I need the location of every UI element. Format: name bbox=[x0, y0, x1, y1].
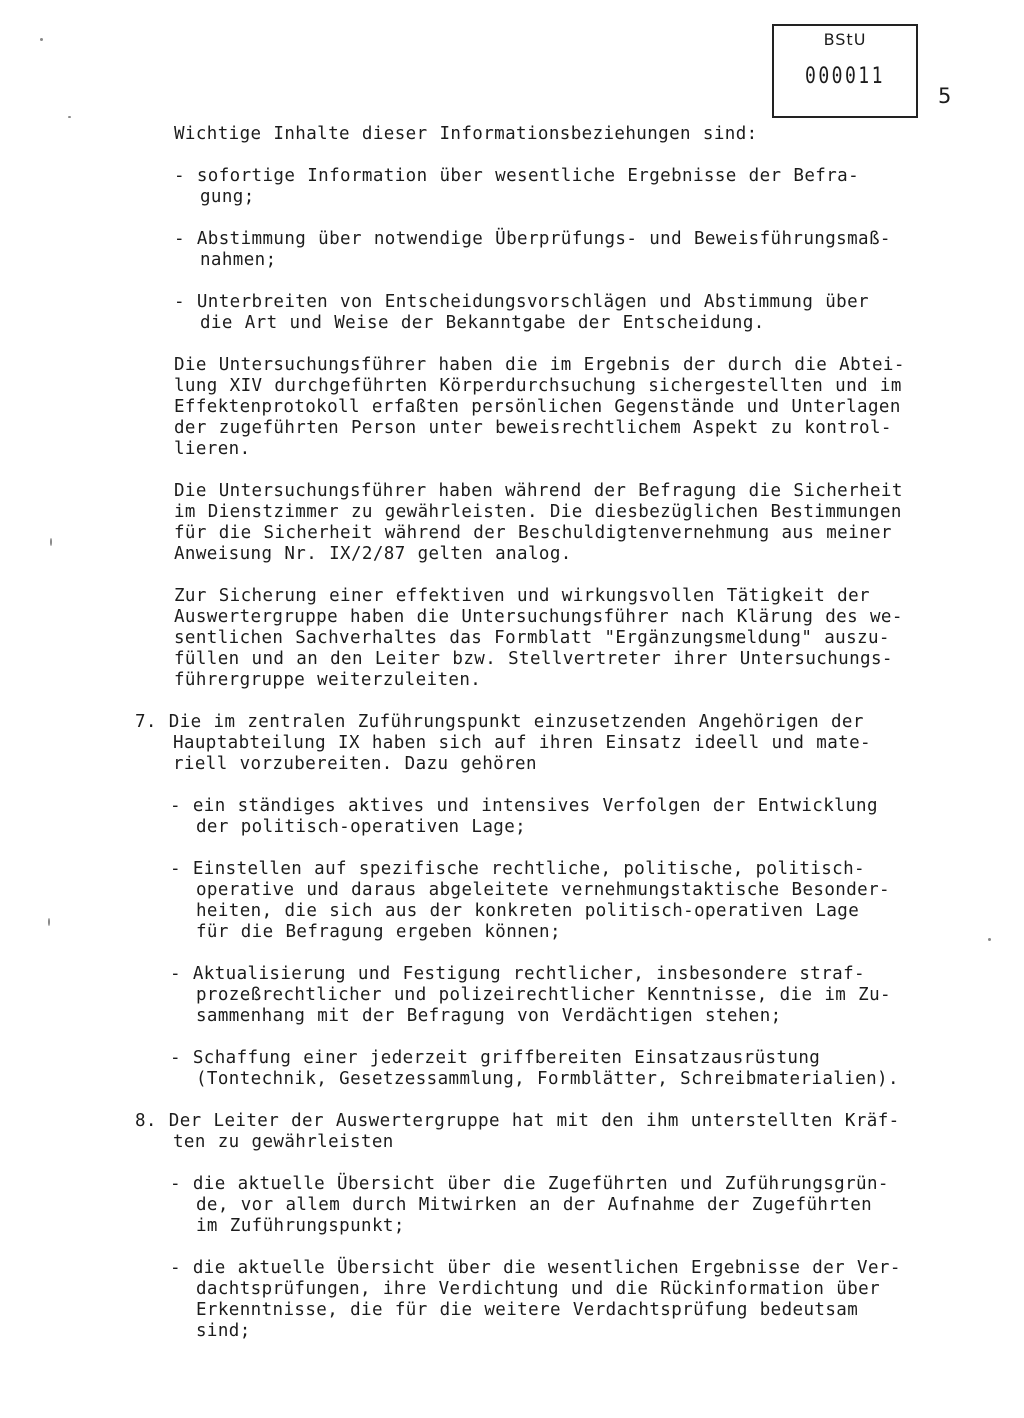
bullet-item bbox=[174, 292, 1024, 334]
text-line: Anweisung Nr. IX/2/87 gelten analog. bbox=[174, 544, 572, 564]
text-line: 7. Die im zentralen Zuführungspunkt einzusetzenden Angehörigen der bbox=[135, 712, 864, 732]
bullet-item bbox=[170, 1048, 1024, 1090]
text-line: lung XIV durchgeführten Körperdurchsuchung sichergestellten und im bbox=[174, 376, 902, 396]
text-line: Auswertergruppe haben die Untersuchungsführer nach Klärung des we- bbox=[174, 607, 903, 627]
text-line: de, vor allem durch Mitwirken an der Aufnahme der Zugeführten bbox=[196, 1195, 873, 1215]
numbered-item-8 bbox=[135, 1111, 1024, 1153]
bullet-item bbox=[170, 859, 1024, 943]
text-line: - ein ständiges aktives und intensives Verfolgen der Entwicklung bbox=[170, 796, 878, 816]
text-line: Erkenntnisse, die für die weitere Verdachtsprüfung bedeutsam bbox=[196, 1300, 859, 1320]
bullet-item bbox=[174, 166, 1024, 208]
text-line: füllen und an den Leiter bzw. Stellvertreter ihrer Untersuchungs- bbox=[174, 649, 893, 669]
text-line: Hauptabteilung IX haben sich auf ihren Einsatz ideell und mate- bbox=[173, 733, 871, 753]
text-line: 8. Der Leiter der Auswertergruppe hat mit den ihm unterstellten Kräf- bbox=[135, 1111, 900, 1131]
document-body bbox=[0, 124, 1024, 1342]
text-line: gung; bbox=[200, 187, 255, 207]
paragraph bbox=[174, 481, 1024, 565]
text-line: die Art und Weise der Bekanntgabe der Entscheidung. bbox=[200, 313, 765, 333]
paragraph bbox=[174, 355, 1024, 460]
text-line: für die Sicherheit während der Beschuldigtenvernehmung aus meiner bbox=[174, 523, 892, 543]
text-line: sentlichen Sachverhaltes das Formblatt "Ergänzungsmeldung" auszu- bbox=[174, 628, 890, 648]
scan-speck bbox=[68, 116, 71, 118]
page-number: 5 bbox=[938, 84, 952, 108]
text-line: sammenhang mit der Befragung von Verdächtigen stehen; bbox=[196, 1006, 782, 1026]
text-line: der zugeführten Person unter beweisrechtlichem Aspekt zu kontrol- bbox=[174, 418, 892, 438]
bullet-item bbox=[174, 229, 1024, 271]
text-line: (Tontechnik, Gesetzessammlung, Formblätter, Schreibmaterialien). bbox=[196, 1069, 899, 1089]
stamp-label: BStU bbox=[823, 30, 867, 49]
text-line: Die Untersuchungsführer haben während der Befragung die Sicherheit bbox=[174, 481, 903, 501]
text-line: im Dienstzimmer zu gewährleisten. Die diesbezüglichen Bestimmungen bbox=[174, 502, 902, 522]
stamp-number: 000011 bbox=[805, 64, 885, 89]
bullet-item bbox=[170, 796, 1024, 838]
text-line: lieren. bbox=[174, 439, 251, 459]
scan-speck bbox=[40, 38, 43, 41]
text-line: für die Befragung ergeben können; bbox=[196, 922, 561, 942]
text-line: Zur Sicherung einer effektiven und wirkungsvollen Tätigkeit der bbox=[174, 586, 870, 606]
text-line: nahmen; bbox=[200, 250, 277, 270]
text-line: dachtsprüfungen, ihre Verdichtung und die Rückinformation über bbox=[196, 1279, 881, 1299]
text-line: - Aktualisierung und Festigung rechtlicher, insbesondere straf- bbox=[170, 964, 865, 984]
text-line: riell vorzubereiten. Dazu gehören bbox=[173, 754, 537, 774]
text-line: - Unterbreiten von Entscheidungsvorschlägen und Abstimmung über bbox=[174, 292, 869, 312]
bullet-item bbox=[170, 1174, 1024, 1237]
text-line: - die aktuelle Übersicht über die Zugeführten und Zuführungsgrün- bbox=[170, 1174, 889, 1194]
text-line: im Zuführungspunkt; bbox=[196, 1216, 405, 1236]
text-line: operative und daraus abgeleitete vernehmungstaktische Besonder- bbox=[196, 880, 890, 900]
bullet-item bbox=[170, 964, 1024, 1027]
text-line: heiten, die sich aus der konkreten politisch-operativen Lage bbox=[196, 901, 860, 921]
text-line: führergruppe weiterzuleiten. bbox=[174, 670, 482, 690]
text-line: Die Untersuchungsführer haben die im Ergebnis der durch die Abtei- bbox=[174, 355, 905, 375]
intro-paragraph bbox=[174, 124, 1024, 145]
text-line: Effektenprotokoll erfaßten persönlichen Gegenstände und Unterlagen bbox=[174, 397, 901, 417]
text-line: - Einstellen auf spezifische rechtliche, politische, politisch- bbox=[170, 859, 865, 879]
bullet-item bbox=[170, 1258, 1024, 1342]
text-line: - Schaffung einer jederzeit griffbereiten Einsatzausrüstung bbox=[170, 1048, 821, 1068]
text-line: prozeßrechtlicher und polizeirechtlicher Kenntnisse, die im Zu- bbox=[196, 985, 891, 1005]
archive-stamp bbox=[772, 24, 918, 118]
text-line: - die aktuelle Übersicht über die wesentlichen Ergebnisse der Ver- bbox=[170, 1258, 901, 1278]
text-line: ten zu gewährleisten bbox=[173, 1132, 394, 1152]
text-line: sind; bbox=[196, 1321, 251, 1341]
numbered-item-7 bbox=[135, 712, 1024, 775]
text-line: - sofortige Information über wesentliche Ergebnisse der Befra- bbox=[174, 166, 860, 186]
text-line: - Abstimmung über notwendige Überprüfungs- und Beweisführungsmaß- bbox=[174, 229, 891, 249]
paragraph bbox=[174, 586, 1024, 691]
text-line: der politisch-operativen Lage; bbox=[196, 817, 527, 837]
text-line: Wichtige Inhalte dieser Informationsbeziehungen sind: bbox=[174, 124, 758, 144]
